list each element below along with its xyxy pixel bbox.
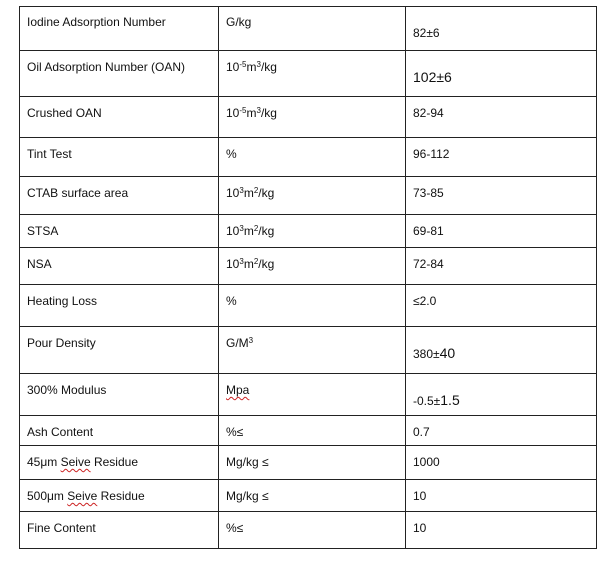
table-row — [20, 327, 597, 374]
table-row — [20, 248, 597, 285]
table-row — [20, 446, 597, 480]
value-cell: -0.5±1.5 — [406, 374, 597, 416]
unit-cell: $10^{-5}m^3/kg$ — [219, 51, 406, 97]
property-cell: Oil Adsorption Number (OAN) — [20, 51, 219, 97]
table-row — [20, 215, 597, 248]
table-row — [20, 97, 597, 138]
value-cell: 73-85 — [406, 177, 597, 215]
property-cell: Pour Density — [20, 327, 219, 374]
value-cell: 380±40 — [406, 327, 597, 374]
property-cell: 300% Modulus — [20, 374, 219, 416]
table-row — [20, 480, 597, 512]
table-row — [20, 512, 597, 549]
table-row — [20, 416, 597, 446]
value-cell: 96-112 — [406, 138, 597, 177]
unit-cell: % — [219, 138, 406, 177]
table-row — [20, 51, 597, 97]
table-row — [20, 138, 597, 177]
unit-cell: $G/M^3$ — [219, 327, 406, 374]
unit-cell: Mpa — [219, 374, 406, 416]
table-row — [20, 374, 597, 416]
unit-cell: %≤ — [219, 416, 406, 446]
property-cell: 500μm Seive Residue — [20, 480, 219, 512]
unit-cell: $10^3m^2/kg$ — [219, 215, 406, 248]
property-cell: Ash Content — [20, 416, 219, 446]
value-cell: 72-84 — [406, 248, 597, 285]
unit-cell: $10^3m^2/kg$ — [219, 177, 406, 215]
unit-cell: Mg/kg ≤ — [219, 480, 406, 512]
unit-cell: % — [219, 285, 406, 327]
unit-cell: G/kg — [219, 7, 406, 51]
property-cell: Fine Content — [20, 512, 219, 549]
unit-cell: %≤ — [219, 512, 406, 549]
unit-cell: Mg/kg ≤ — [219, 446, 406, 480]
unit-cell: $10^{-5}m^3/kg$ — [219, 97, 406, 138]
property-cell: Iodine Adsorption Number — [20, 7, 219, 51]
value-cell: 0.7 — [406, 416, 597, 446]
specification-table — [19, 6, 597, 549]
property-cell: 45μm Seive Residue — [20, 446, 219, 480]
value-cell: 102±6 — [406, 51, 597, 97]
property-cell: Heating Loss — [20, 285, 219, 327]
property-cell: Crushed OAN — [20, 97, 219, 138]
property-cell: NSA — [20, 248, 219, 285]
value-cell: 82-94 — [406, 97, 597, 138]
property-cell: Tint Test — [20, 138, 219, 177]
value-cell: 82±6 — [406, 7, 597, 51]
value-cell: 69-81 — [406, 215, 597, 248]
value-cell: ≤2.0 — [406, 285, 597, 327]
table-row — [20, 7, 597, 51]
value-cell: 10 — [406, 512, 597, 549]
table-row — [20, 177, 597, 215]
value-cell: 1000 — [406, 446, 597, 480]
property-cell: STSA — [20, 215, 219, 248]
table-row — [20, 285, 597, 327]
value-cell: 10 — [406, 480, 597, 512]
property-cell: CTAB surface area — [20, 177, 219, 215]
unit-cell: $10^3m^2/kg$ — [219, 248, 406, 285]
